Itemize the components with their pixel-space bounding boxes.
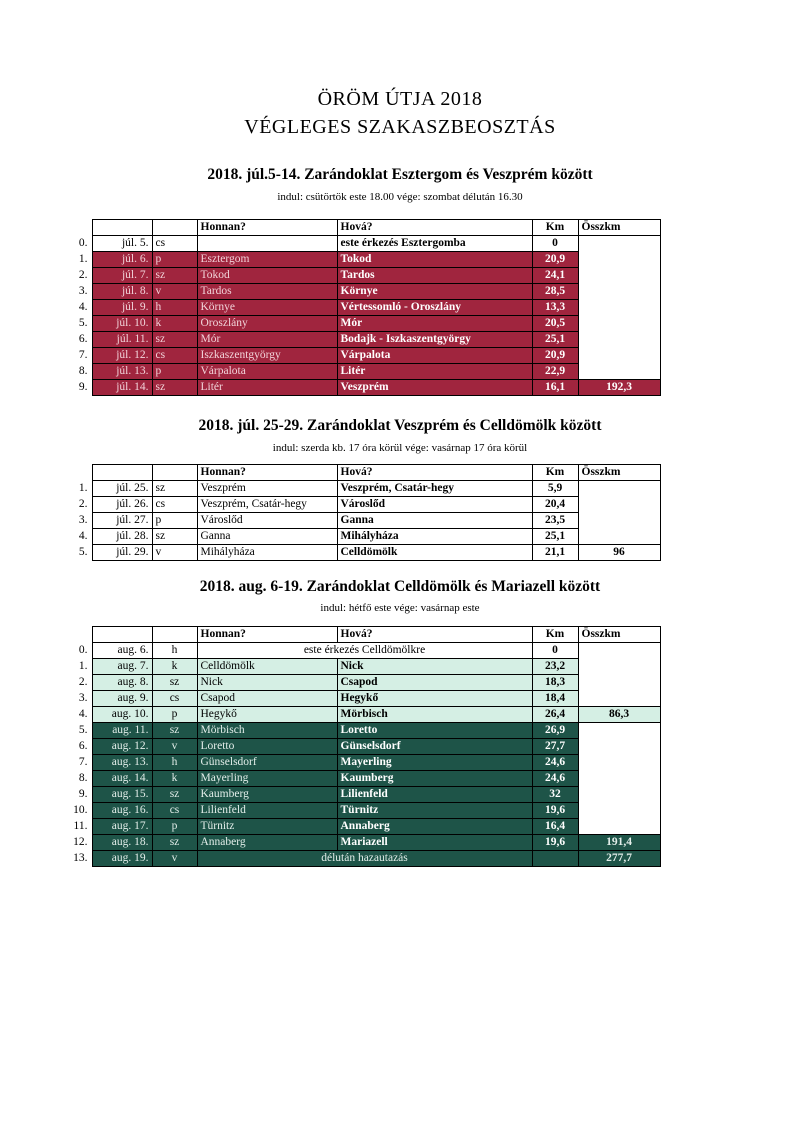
- stage-total: [578, 529, 660, 545]
- header-total: Összkm: [578, 465, 660, 481]
- stage-date: aug. 18.: [92, 835, 152, 851]
- table-row: [45, 803, 660, 819]
- stage-date: júl. 5.: [92, 236, 152, 252]
- stage-day: sz: [152, 332, 197, 348]
- stage-number: 11.: [73, 820, 88, 832]
- stage-to: Mariazell: [337, 835, 532, 851]
- stage-day: p: [152, 364, 197, 380]
- header-to: Hová?: [337, 465, 532, 481]
- stage-from: Várpalota: [197, 364, 337, 380]
- table-row: [45, 675, 660, 691]
- table-row: [45, 300, 660, 316]
- table-row: [45, 545, 660, 561]
- stage-number: 4.: [78, 530, 88, 542]
- stage-km: 21,1: [532, 545, 578, 561]
- stage-date: aug. 9.: [92, 691, 152, 707]
- stage-from: Esztergom: [197, 252, 337, 268]
- table-row: [45, 819, 660, 835]
- header-spacer: [45, 465, 92, 481]
- stage-date: júl. 28.: [92, 529, 152, 545]
- table-row: [45, 851, 660, 867]
- stage-km: 23,5: [532, 513, 578, 529]
- stage-date: aug. 19.: [92, 851, 152, 867]
- stage-date: aug. 12.: [92, 739, 152, 755]
- stage-number: 13.: [73, 852, 88, 864]
- stage-from: [197, 236, 337, 252]
- stage-day: sz: [152, 787, 197, 803]
- stage-total: [578, 300, 660, 316]
- stage-date: aug. 15.: [92, 787, 152, 803]
- stage-date: júl. 6.: [92, 252, 152, 268]
- table-row: [45, 252, 660, 268]
- stage-day: k: [152, 659, 197, 675]
- stage-to: Hegykő: [337, 691, 532, 707]
- table-row: [45, 236, 660, 252]
- stage-total: [578, 755, 660, 771]
- stage-total: [578, 364, 660, 380]
- stage-from: Celldömölk: [197, 659, 337, 675]
- stage-total: [578, 497, 660, 513]
- document-title-line1: ÖRÖM ÚTJA 2018: [317, 88, 483, 110]
- table-row: [45, 835, 660, 851]
- stage-from: Tardos: [197, 284, 337, 300]
- stage-date: aug. 13.: [92, 755, 152, 771]
- stage-total: [578, 513, 660, 529]
- stage-total: 191,4: [578, 835, 660, 851]
- stage-km: 25,1: [532, 529, 578, 545]
- stage-number: 2.: [78, 498, 88, 510]
- stage-date: júl. 25.: [92, 481, 152, 497]
- stage-to: Loretto: [337, 723, 532, 739]
- stage-total: [578, 252, 660, 268]
- stage-number: 5.: [78, 724, 88, 736]
- stage-to: Mayerling: [337, 755, 532, 771]
- table-row: [45, 787, 660, 803]
- stage-total: [578, 819, 660, 835]
- stage-km: 20,5: [532, 316, 578, 332]
- stage-day: sz: [152, 723, 197, 739]
- stage-total: [578, 316, 660, 332]
- section2-table: [45, 464, 661, 561]
- stage-day: sz: [152, 268, 197, 284]
- stage-from: Veszprém: [197, 481, 337, 497]
- stage-km: 26,4: [532, 707, 578, 723]
- stage-from: Mayerling: [197, 771, 337, 787]
- stage-total: [578, 268, 660, 284]
- stage-number: 6.: [78, 333, 88, 345]
- stage-to: Annaberg: [337, 819, 532, 835]
- stage-day: sz: [152, 675, 197, 691]
- stage-km: 19,6: [532, 835, 578, 851]
- stage-number: 2.: [78, 269, 88, 281]
- stage-note: délután hazautazás: [197, 851, 532, 867]
- stage-from: Mihályháza: [197, 545, 337, 561]
- table-row: [45, 691, 660, 707]
- stage-from: Nick: [197, 675, 337, 691]
- stage-total: 86,3: [578, 707, 660, 723]
- stage-from: Annaberg: [197, 835, 337, 851]
- stage-from: Lilienfeld: [197, 803, 337, 819]
- stage-total: [578, 643, 660, 659]
- stage-from: Hegykő: [197, 707, 337, 723]
- table-header-row: [45, 465, 660, 481]
- table-header-row: [45, 627, 660, 643]
- stage-total: [578, 691, 660, 707]
- stage-day: p: [152, 252, 197, 268]
- table-header-row: [45, 220, 660, 236]
- stage-day: sz: [152, 835, 197, 851]
- stage-number: 12.: [73, 836, 88, 848]
- header-date: [92, 627, 152, 643]
- section3-heading: 2018. aug. 6-19. Zarándoklat Celldömölk és Mariazell között: [199, 578, 601, 595]
- stage-to: Kaumberg: [337, 771, 532, 787]
- stage-from: Környe: [197, 300, 337, 316]
- header-spacer: [45, 627, 92, 643]
- stage-from: Loretto: [197, 739, 337, 755]
- stage-date: aug. 10.: [92, 707, 152, 723]
- stage-date: júl. 13.: [92, 364, 152, 380]
- stage-to: Mörbisch: [337, 707, 532, 723]
- header-day: [152, 220, 197, 236]
- stage-to: Nick: [337, 659, 532, 675]
- stage-total: [578, 675, 660, 691]
- stage-to: Lilienfeld: [337, 787, 532, 803]
- table-row: [45, 739, 660, 755]
- stage-total: [578, 723, 660, 739]
- stage-day: cs: [152, 348, 197, 364]
- stage-total: 277,7: [578, 851, 660, 867]
- table-row: [45, 771, 660, 787]
- stage-date: júl. 9.: [92, 300, 152, 316]
- stage-total: 192,3: [578, 380, 660, 396]
- table-row: [45, 497, 660, 513]
- stage-day: p: [152, 819, 197, 835]
- stage-day: p: [152, 707, 197, 723]
- stage-number: 3.: [78, 514, 88, 526]
- stage-km: 32: [532, 787, 578, 803]
- stage-km: 28,5: [532, 284, 578, 300]
- stage-from: Ganna: [197, 529, 337, 545]
- stage-to: Vértessomló - Oroszlány: [337, 300, 532, 316]
- stage-date: júl. 29.: [92, 545, 152, 561]
- stage-total: [578, 481, 660, 497]
- stage-to: Városlőd: [337, 497, 532, 513]
- header-total: Összkm: [578, 220, 660, 236]
- stage-day: cs: [152, 803, 197, 819]
- stage-total: [578, 803, 660, 819]
- stage-total: [578, 348, 660, 364]
- stage-number: 9.: [78, 788, 88, 800]
- stage-number: 9.: [78, 381, 88, 393]
- stage-day: sz: [152, 481, 197, 497]
- header-day: [152, 627, 197, 643]
- table-row: [45, 513, 660, 529]
- stage-km: 0: [532, 643, 578, 659]
- stage-to: Ganna: [337, 513, 532, 529]
- stage-date: aug. 11.: [92, 723, 152, 739]
- stage-date: aug. 8.: [92, 675, 152, 691]
- stage-number: 7.: [78, 349, 88, 361]
- stage-number: 8.: [78, 365, 88, 377]
- stage-number: 5.: [78, 317, 88, 329]
- stage-total: [578, 659, 660, 675]
- table-row: [45, 284, 660, 300]
- stage-km: 20,4: [532, 497, 578, 513]
- stage-to: Celldömölk: [337, 545, 532, 561]
- document-title-line2: VÉGLEGES SZAKASZBEOSZTÁS: [244, 116, 556, 138]
- table-row: [45, 755, 660, 771]
- stage-km: 24,6: [532, 771, 578, 787]
- stage-km: 23,2: [532, 659, 578, 675]
- stage-to: Bodajk - Iszkaszentgyörgy: [337, 332, 532, 348]
- stage-km: 20,9: [532, 348, 578, 364]
- stage-date: aug. 6.: [92, 643, 152, 659]
- stage-km: 25,1: [532, 332, 578, 348]
- stage-number: 10.: [73, 804, 88, 816]
- header-day: [152, 465, 197, 481]
- stage-note: este érkezés Celldömölkre: [197, 643, 532, 659]
- stage-from: Türnitz: [197, 819, 337, 835]
- stage-km: 13,3: [532, 300, 578, 316]
- stage-date: aug. 14.: [92, 771, 152, 787]
- stage-from: Városlőd: [197, 513, 337, 529]
- section2-heading: 2018. júl. 25-29. Zarándoklat Veszprém és Celldömölk között: [198, 417, 602, 434]
- header-date: [92, 465, 152, 481]
- header-total: Összkm: [578, 627, 660, 643]
- section1-subheading: indul: csütörtök este 18.00 vége: szombat délután 16.30: [277, 191, 523, 203]
- table-row: [45, 481, 660, 497]
- stage-total: [578, 236, 660, 252]
- stage-number: 6.: [78, 740, 88, 752]
- table-row: [45, 643, 660, 659]
- stage-from: Kaumberg: [197, 787, 337, 803]
- header-from: Honnan?: [197, 627, 337, 643]
- stage-date: júl. 10.: [92, 316, 152, 332]
- header-to: Hová?: [337, 220, 532, 236]
- stage-from: Günselsdorf: [197, 755, 337, 771]
- stage-to: Tokod: [337, 252, 532, 268]
- section1-table: [45, 219, 661, 396]
- section3-rows: [45, 627, 660, 867]
- stage-from: Litér: [197, 380, 337, 396]
- table-row: [45, 316, 660, 332]
- stage-to: este érkezés Esztergomba: [337, 236, 532, 252]
- stage-km: 19,6: [532, 803, 578, 819]
- stage-to: Környe: [337, 284, 532, 300]
- stage-date: júl. 14.: [92, 380, 152, 396]
- stage-number: 7.: [78, 756, 88, 768]
- stage-day: v: [152, 739, 197, 755]
- stage-km: 22,9: [532, 364, 578, 380]
- stage-date: júl. 8.: [92, 284, 152, 300]
- stage-km: 0: [532, 236, 578, 252]
- header-km: Km: [532, 627, 578, 643]
- stage-from: Csapod: [197, 691, 337, 707]
- stage-number: 1.: [78, 482, 88, 494]
- stage-day: v: [152, 284, 197, 300]
- header-spacer: [45, 220, 92, 236]
- header-to: Hová?: [337, 627, 532, 643]
- stage-day: h: [152, 643, 197, 659]
- section2-rows: [45, 465, 660, 561]
- stage-date: aug. 7.: [92, 659, 152, 675]
- stage-day: p: [152, 513, 197, 529]
- stage-day: v: [152, 851, 197, 867]
- header-km: Km: [532, 220, 578, 236]
- table-row: [45, 348, 660, 364]
- stage-day: sz: [152, 380, 197, 396]
- stage-to: Mihályháza: [337, 529, 532, 545]
- stage-km: [532, 851, 578, 867]
- stage-from: Veszprém, Csatár-hegy: [197, 497, 337, 513]
- stage-day: k: [152, 771, 197, 787]
- stage-from: Mór: [197, 332, 337, 348]
- stage-number: 0.: [78, 237, 88, 249]
- stage-date: júl. 11.: [92, 332, 152, 348]
- stage-total: [578, 332, 660, 348]
- stage-from: Mörbisch: [197, 723, 337, 739]
- stage-day: cs: [152, 497, 197, 513]
- stage-total: [578, 739, 660, 755]
- stage-total: 96: [578, 545, 660, 561]
- table-row: [45, 364, 660, 380]
- header-date: [92, 220, 152, 236]
- stage-to: Várpalota: [337, 348, 532, 364]
- stage-date: júl. 7.: [92, 268, 152, 284]
- table-row: [45, 659, 660, 675]
- stage-km: 18,3: [532, 675, 578, 691]
- stage-date: júl. 26.: [92, 497, 152, 513]
- stage-number: 5.: [78, 546, 88, 558]
- stage-number: 2.: [78, 676, 88, 688]
- stage-number: 8.: [78, 772, 88, 784]
- section2-subheading: indul: szerda kb. 17 óra körül vége: vasárnap 17 óra körül: [272, 442, 528, 454]
- stage-day: k: [152, 316, 197, 332]
- table-row: [45, 380, 660, 396]
- stage-date: júl. 27.: [92, 513, 152, 529]
- stage-to: Litér: [337, 364, 532, 380]
- stage-number: 1.: [78, 253, 88, 265]
- stage-to: Tardos: [337, 268, 532, 284]
- section3-subheading: indul: hétfő este vége: vasárnap este: [320, 602, 480, 614]
- header-from: Honnan?: [197, 465, 337, 481]
- stage-to: Veszprém, Csatár-hegy: [337, 481, 532, 497]
- table-row: [45, 707, 660, 723]
- table-row: [45, 268, 660, 284]
- stage-to: Türnitz: [337, 803, 532, 819]
- stage-day: h: [152, 300, 197, 316]
- stage-to: Veszprém: [337, 380, 532, 396]
- stage-km: 26,9: [532, 723, 578, 739]
- stage-from: Oroszlány: [197, 316, 337, 332]
- stage-km: 24,1: [532, 268, 578, 284]
- header-from: Honnan?: [197, 220, 337, 236]
- stage-number: 4.: [78, 708, 88, 720]
- stage-total: [578, 284, 660, 300]
- stage-to: Csapod: [337, 675, 532, 691]
- stage-date: júl. 12.: [92, 348, 152, 364]
- stage-date: aug. 17.: [92, 819, 152, 835]
- stage-to: Mór: [337, 316, 532, 332]
- stage-number: 1.: [78, 660, 88, 672]
- stage-to: Günselsdorf: [337, 739, 532, 755]
- table-row: [45, 723, 660, 739]
- stage-km: 16,1: [532, 380, 578, 396]
- stage-date: aug. 16.: [92, 803, 152, 819]
- stage-total: [578, 771, 660, 787]
- stage-from: Iszkaszentgyörgy: [197, 348, 337, 364]
- stage-day: cs: [152, 236, 197, 252]
- stage-total: [578, 787, 660, 803]
- stage-number: 0.: [78, 644, 88, 656]
- stage-km: 18,4: [532, 691, 578, 707]
- stage-km: 16,4: [532, 819, 578, 835]
- table-row: [45, 332, 660, 348]
- stage-day: h: [152, 755, 197, 771]
- stage-km: 5,9: [532, 481, 578, 497]
- stage-day: cs: [152, 691, 197, 707]
- stage-day: v: [152, 545, 197, 561]
- stage-number: 3.: [78, 692, 88, 704]
- section1-heading: 2018. júl.5-14. Zarándoklat Esztergom és Veszprém között: [207, 166, 593, 183]
- stage-day: sz: [152, 529, 197, 545]
- stage-number: 3.: [78, 285, 88, 297]
- header-km: Km: [532, 465, 578, 481]
- stage-km: 20,9: [532, 252, 578, 268]
- table-row: [45, 529, 660, 545]
- stage-km: 27,7: [532, 739, 578, 755]
- section1-rows: [45, 220, 660, 396]
- stage-number: 4.: [78, 301, 88, 313]
- stage-from: Tokod: [197, 268, 337, 284]
- stage-km: 24,6: [532, 755, 578, 771]
- section3-table: [45, 626, 661, 867]
